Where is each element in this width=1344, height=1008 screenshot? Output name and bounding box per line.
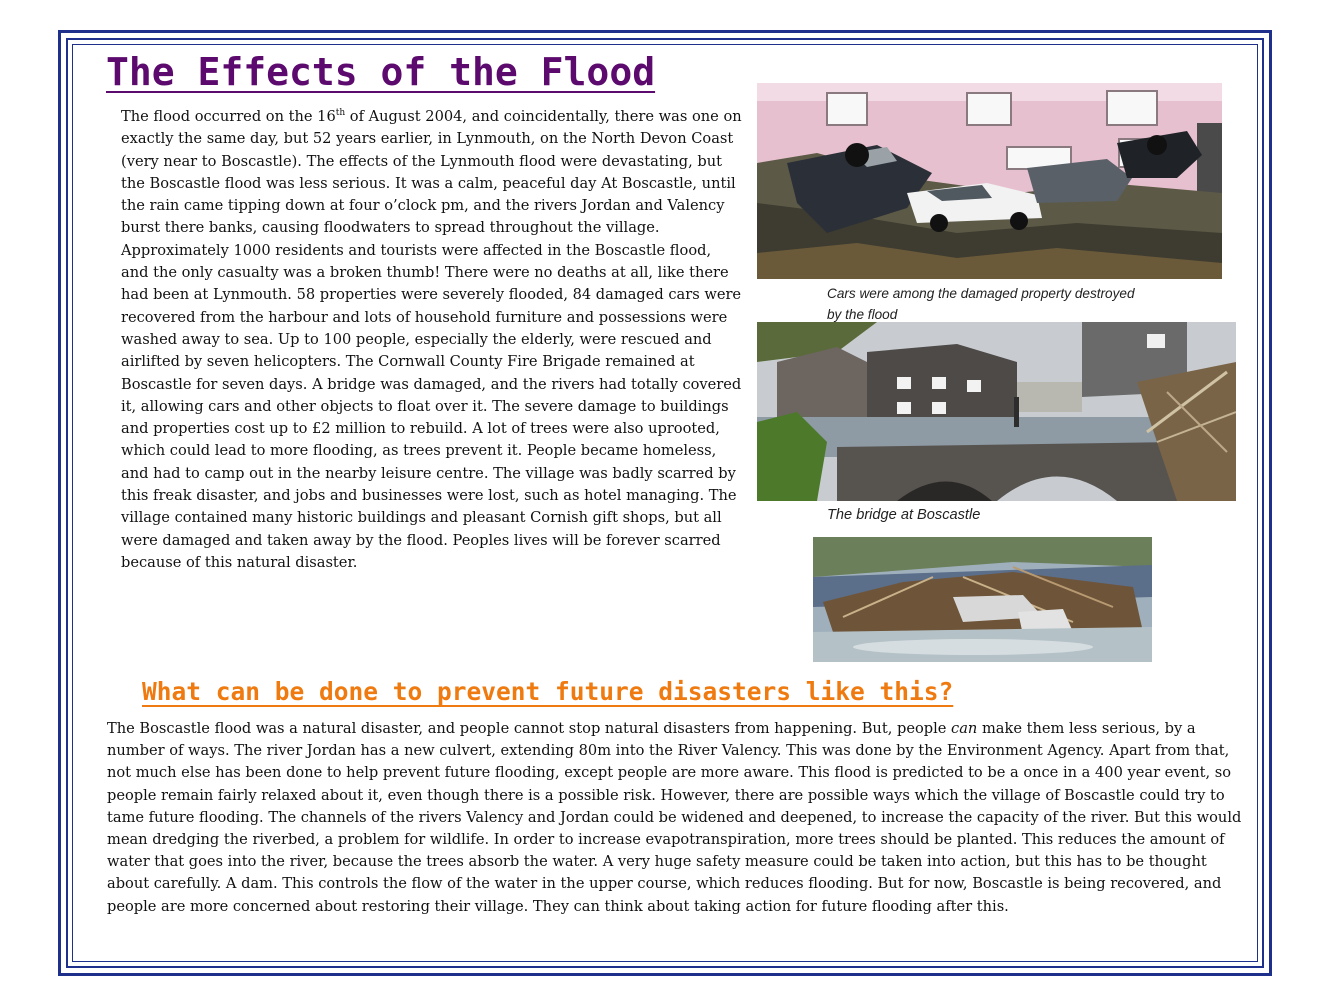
prevention-text-body: make them less serious, by a number of ways. The river Jordan has a new culvert, extending 80m into the River Valency. This was done by the Environment Agency. Apart from that, not much else has been done to help prevent future flooding, except people are more aware. This flood is predicted to be a once in a 400 year event, so people remain fairly relaxed about it, even though there is a possible risk. However, there are possible ways which the village of Boscastle could try to tame future flooding. The channels of the rivers Valency and Jordan could be widened and deepened, to increase the capacity of the river. But this would mean dredging the riverbed, a problem for wildlife. In order to increase evapotranspiration, more trees should be planted. This reduces the amount of water that goes into the river, because the trees absorb the water. A very huge safety measure could be taken into action, but this has to be thought about carefully. A dam. This controls the flow of the water in the upper course, which reduces flooding. But for now, Boscastle is being recovered, and people are more concerned about restoring their village. They can think about taking action for future flooding after this. xyxy=(107,720,1242,915)
damaged-cars-photo xyxy=(757,83,1222,279)
page-title: The Effects of the Flood xyxy=(106,50,656,94)
flood-debris-photo xyxy=(813,537,1152,662)
cars-photo-caption: Cars were among the damaged property destroyed by the flood xyxy=(827,286,1135,322)
bridge-photo-caption: The bridge at Boscastle xyxy=(827,507,981,523)
prevention-paragraph xyxy=(107,718,1243,918)
intro-text-body: of August 2004, and coincidentally, there was one on exactly the same day, but 52 years earlier, in Lynmouth, on the North Devon Coast (very near to Boscastle). The effects of the Lynmouth flood were devastating, but the Boscastle flood was less serious. It was a calm, peaceful day At Boscastle, until the rain came tipping down at four o’clock pm, and the rivers Jordan and Valency burst there banks, causing floodwaters to spread throughout the village. Approximately 1000 residents and tourists were affected in the Boscastle flood, and the only casualty was a broken thumb! There were no deaths at all, like there had been at Lynmouth. 58 properties were severely flooded, 84 damaged cars were recovered from the harbour and lots of household furniture and possessions were washed away to sea. Up to 100 people, especially the elderly, were rescued and airlifted by seven helicopters. The Cornwall County Fire Brigade remained at Boscastle for seven days. A bridge was damaged, and the rivers had totally covered it, allowing cars and other objects to float over it. The severe damage to buildings and properties cost up to £2 million to rebuild. A lot of trees were also uprooted, which could lead to more flooding, as trees prevent it. People became homeless, and had to camp out in the nearby leisure centre. The village was badly scarred by this freak disaster, and jobs and businesses were lost, such as hotel managing. The village contained many historic buildings and pleasant Cornish gift shops, but all were damaged and taken away by the flood. Peoples lives will be forever scarred because of this natural disaster. xyxy=(121,108,742,571)
ordinal-suffix: th xyxy=(335,108,346,119)
prevention-text-start: The Boscastle flood was a natural disaster, and people cannot stop natural disasters from happening. But, people xyxy=(107,720,952,737)
intro-text-start: The flood occurred on the 16 xyxy=(121,108,336,125)
flood-effects-paragraph xyxy=(121,106,743,574)
emphasis-word: can xyxy=(951,720,978,737)
bridge-photo xyxy=(757,322,1236,501)
prevention-heading: What can be done to prevent future disasters like this? xyxy=(142,677,954,706)
